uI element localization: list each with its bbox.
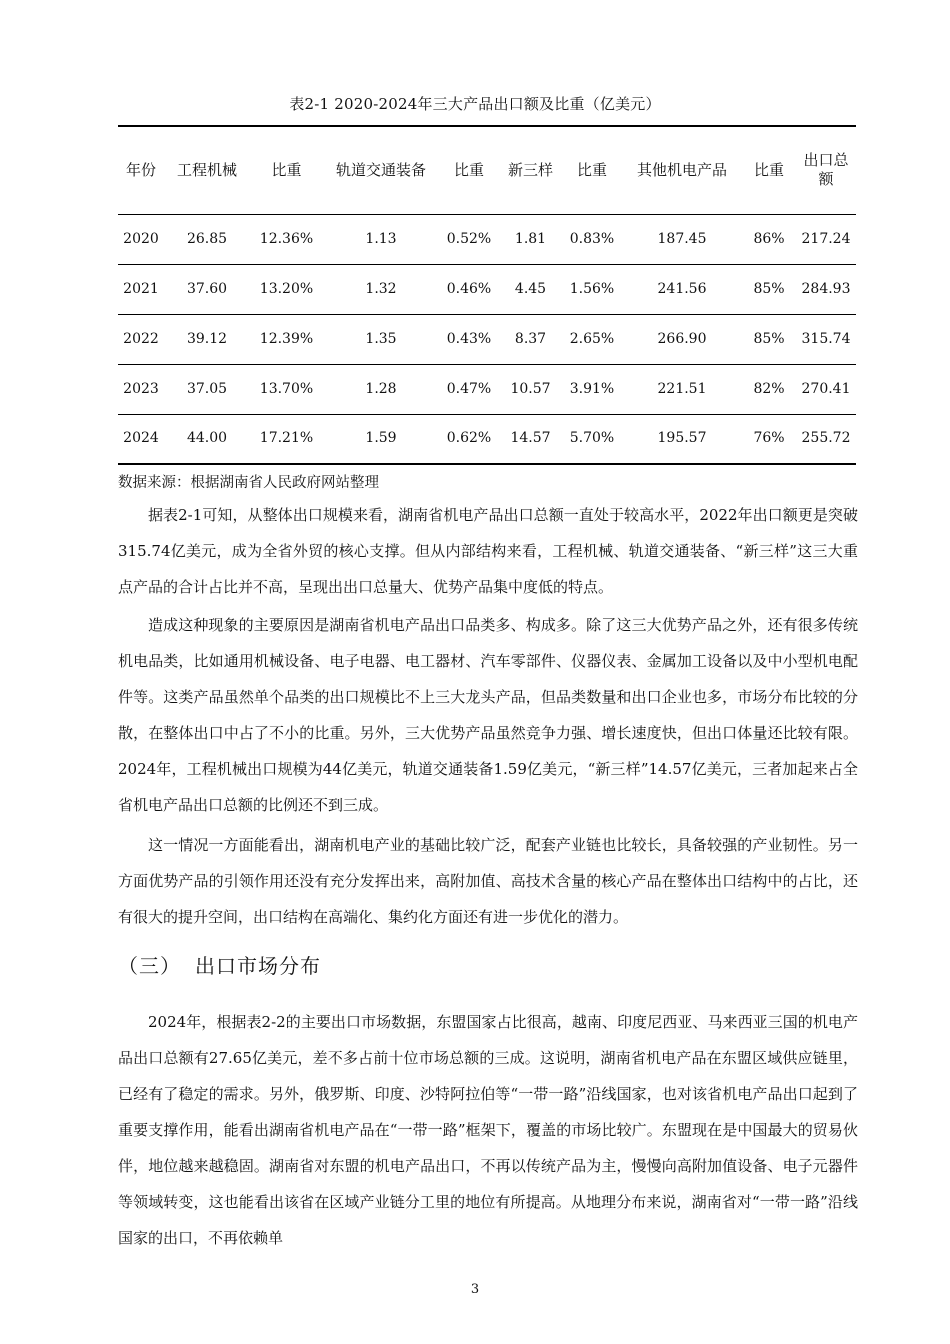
table-cell: 0.47% xyxy=(446,380,492,397)
table-cell: 2020 xyxy=(123,230,159,247)
header-cell: 比重 xyxy=(753,160,784,179)
table-cell: 315.74 xyxy=(801,330,851,347)
header-cell: 比重 xyxy=(271,160,302,179)
table-cell: 0.83% xyxy=(569,230,615,247)
table-cell: 2.65% xyxy=(569,330,615,347)
table-cell: 37.05 xyxy=(186,380,228,397)
header-cell: 比重 xyxy=(453,160,484,179)
table-cell: 0.43% xyxy=(446,330,492,347)
table-row xyxy=(118,414,856,464)
section-title: 出口市场分布 xyxy=(195,954,321,978)
table-cell: 44.00 xyxy=(186,430,228,447)
header-cell: 工程机械 xyxy=(176,160,237,179)
export-table xyxy=(118,125,856,465)
table-row xyxy=(118,214,856,264)
table-cell: 266.90 xyxy=(657,330,707,347)
table-cell: 1.81 xyxy=(514,230,547,247)
body-paragraph: 据表2-1可知，从整体出口规模来看，湖南省机电产品出口总额一直处于较高水平，2022年出口额更是突破315.74亿美元，成为全省外贸的核心支撑。但从内部结构来看，工程机械、轨道交通装备、“新三样”这三大重点产品的合计占比并不高，呈现出出口总量大、优势产品集中度低的特点。 xyxy=(118,506,858,596)
table-cell: 1.32 xyxy=(365,280,397,297)
table-cell: 26.85 xyxy=(186,230,228,247)
table-cell: 13.70% xyxy=(259,380,314,397)
table-cell: 1.56% xyxy=(569,280,615,297)
table-caption: 表2-1 2020-2024年三大产品出口额及比重（亿美元） xyxy=(289,95,661,113)
table-row xyxy=(118,264,856,314)
table-cell: 5.70% xyxy=(569,430,615,447)
table-cell: 76% xyxy=(753,430,785,447)
section-number: （三） xyxy=(118,954,181,978)
table-cell: 1.28 xyxy=(365,380,397,397)
page-number: 3 xyxy=(470,1282,480,1297)
table-cell: 1.35 xyxy=(365,330,397,347)
table-cell: 3.91% xyxy=(569,380,615,397)
table-cell: 217.24 xyxy=(801,230,851,247)
header-cell: 出口总额 xyxy=(803,151,849,189)
header-cell: 轨道交通装备 xyxy=(335,160,426,179)
table-body xyxy=(118,214,856,464)
table-cell: 17.21% xyxy=(259,430,314,447)
header-cell: 比重 xyxy=(576,160,607,179)
table-cell: 37.60 xyxy=(186,280,228,297)
section-heading xyxy=(118,950,321,979)
table-cell: 10.57 xyxy=(510,380,551,397)
table-cell: 2024 xyxy=(123,430,159,447)
body-paragraph: 造成这种现象的主要原因是湖南省机电产品出口品类多、构成多。除了这三大优势产品之外，还有很多传统机电品类，比如通用机械设备、电子电器、电工器材、汽车零部件、仪器仪表、金属加工设备以及中小型机电配件等。这类产品虽然单个品类的出口规模比不上三大龙头产品，但品类数量和出口企业也多，市场分布比较的分散，在整体出口中占了不小的比重。另外，三大优势产品虽然竞争力强、增长速度快，但出口体量还比较有限。2024年，工程机械出口规模为44亿美元，轨道交通装备1.59亿美元，“新三样”14.57亿美元，三者加起来占全省机电产品出口总额的比例还不到三成。 xyxy=(118,616,858,814)
body-paragraph: 这一情况一方面能看出，湖南机电产业的基础比较广泛，配套产业链也比较长，具备较强的产业韧性。另一方面优势产品的引领作用还没有充分发挥出来，高附加值、高技术含量的核心产品在整体出口结构中的占比，还有很大的提升空间，出口结构在高端化、集约化方面还有进一步优化的潜力。 xyxy=(118,836,858,926)
table-cell: 2022 xyxy=(123,330,159,347)
table-cell: 86% xyxy=(753,230,785,247)
table-source-note: 数据来源：根据湖南省人民政府网站整理 xyxy=(118,475,379,491)
table-cell: 85% xyxy=(753,280,785,297)
table-cell: 0.46% xyxy=(446,280,492,297)
table-cell: 12.36% xyxy=(259,230,314,247)
table-cell: 4.45 xyxy=(514,280,547,297)
table-cell: 1.59 xyxy=(365,430,397,447)
table-cell: 270.41 xyxy=(801,380,851,397)
table-cell: 284.93 xyxy=(801,280,851,297)
table-cell: 8.37 xyxy=(514,330,547,347)
table-cell: 85% xyxy=(753,330,785,347)
table-header xyxy=(118,126,856,214)
table-cell: 0.62% xyxy=(446,430,492,447)
table-cell: 0.52% xyxy=(446,230,492,247)
header-cell: 年份 xyxy=(125,160,156,179)
table-cell: 2021 xyxy=(123,280,159,297)
header-cell: 其他机电产品 xyxy=(636,160,727,179)
body-paragraph: 2024年，根据表2-2的主要出口市场数据，东盟国家占比很高，越南、印度尼西亚、马来西亚三国的机电产品出口总额有27.65亿美元，差不多占前十位市场总额的三成。这说明，湖南省机电产品在东盟区域供应链里，已经有了稳定的需求。另外，俄罗斯、印度、沙特阿拉伯等“一带一路”沿线国家，也对该省机电产品出口起到了重要支撑作用，能看出湖南省机电产品在“一带一路”框架下，覆盖的市场比较广。东盟现在是中国最大的贸易伙伴，地位越来越稳固。湖南省对东盟的机电产品出口，不再以传统产品为主，慢慢向高附加值设备、电子元器件等领域转变，这也能看出该省在区域产业链分工里的地位有所提高。从地理分布来说，湖南省对“一带一路”沿线国家的出口，不再依赖单 xyxy=(118,1013,858,1247)
table-cell: 221.51 xyxy=(657,380,707,397)
table-row xyxy=(118,364,856,414)
table-cell: 14.57 xyxy=(510,430,551,447)
table-cell: 255.72 xyxy=(801,430,851,447)
table-cell: 1.13 xyxy=(365,230,397,247)
table-cell: 12.39% xyxy=(259,330,314,347)
table-cell: 2023 xyxy=(123,380,159,397)
table-cell: 241.56 xyxy=(657,280,707,297)
table-cell: 195.57 xyxy=(657,430,707,447)
table-cell: 39.12 xyxy=(186,330,228,347)
header-cell: 新三样 xyxy=(507,160,553,179)
table-cell: 187.45 xyxy=(657,230,707,247)
table-row xyxy=(118,314,856,364)
table-cell: 82% xyxy=(753,380,785,397)
table-cell: 13.20% xyxy=(259,280,314,297)
